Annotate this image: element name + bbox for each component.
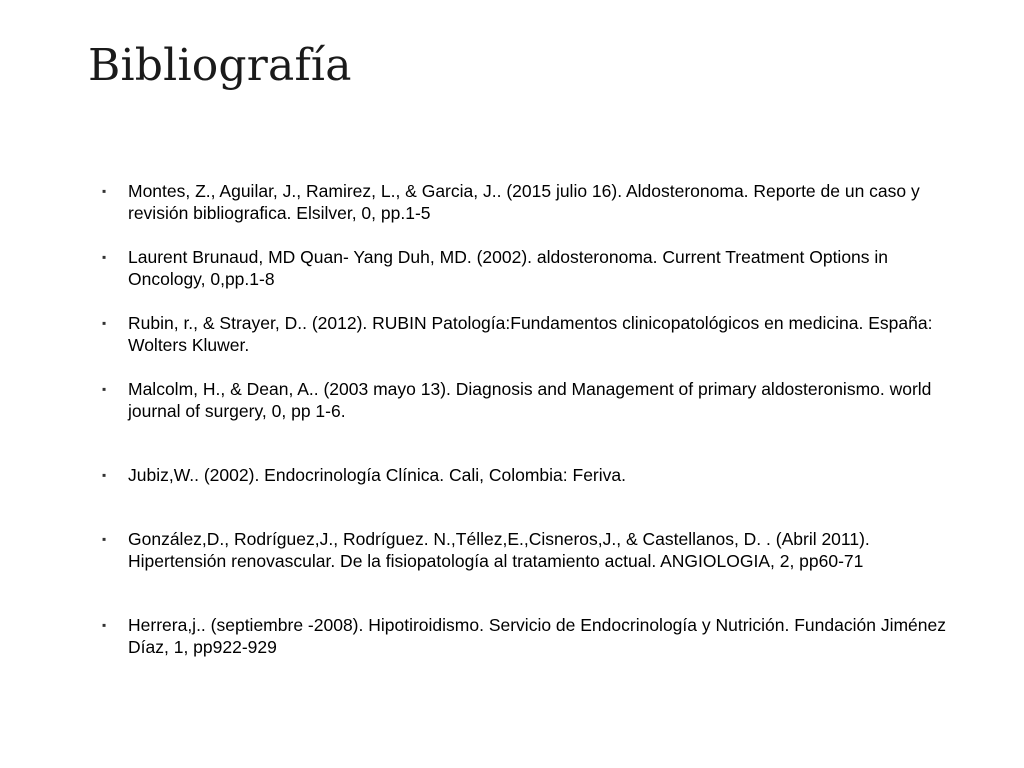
bibliography-item bbox=[102, 614, 962, 658]
reference-text: Herrera,j.. (septiembre -2008). Hipotiroidismo. Servicio de Endocrinología y Nutrición. Fundación Jiménez Díaz, 1, pp922-929 bbox=[128, 615, 946, 657]
square-bullet-icon: ▪ bbox=[102, 250, 107, 264]
square-bullet-icon: ▪ bbox=[102, 184, 107, 198]
reference-text: Rubin, r., & Strayer, D.. (2012). RUBIN Patología:Fundamentos clinicopatológicos en medicina. España: Wolters Kluwer. bbox=[128, 313, 933, 355]
reference-text: Montes, Z., Aguilar, J., Ramirez, L., & Garcia, J.. (2015 julio 16). Aldosteronoma. Reporte de un caso y revisión bibliografica. Elsilver, 0, pp.1-5 bbox=[128, 181, 920, 223]
reference-text: Malcolm, H., & Dean, A.. (2003 mayo 13). Diagnosis and Management of primary aldosteronismo. world journal of surgery, 0, pp 1-6. bbox=[128, 379, 932, 421]
square-bullet-icon: ▪ bbox=[102, 316, 107, 330]
bibliography-item bbox=[102, 312, 962, 356]
square-bullet-icon: ▪ bbox=[102, 618, 107, 632]
bibliography-item bbox=[102, 528, 962, 572]
bibliography-item bbox=[102, 464, 962, 486]
reference-text: Laurent Brunaud, MD Quan- Yang Duh, MD. (2002). aldosteronoma. Current Treatment Options in Oncology, 0,pp.1-8 bbox=[128, 247, 889, 289]
bibliography-item bbox=[102, 180, 962, 224]
reference-text: Jubiz,W.. (2002). Endocrinología Clínica. Cali, Colombia: Feriva. bbox=[128, 465, 626, 485]
reference-text: González,D., Rodríguez,J., Rodríguez. N.,Téllez,E.,Cisneros,J., & Castellanos, D. . (Abril 2011). Hipertensión renovascular. De la fisiopatología al tratamiento actual. ANGIOLOGIA, 2, pp60-71 bbox=[128, 529, 870, 571]
square-bullet-icon: ▪ bbox=[102, 382, 107, 396]
bibliography-item bbox=[102, 246, 962, 290]
square-bullet-icon: ▪ bbox=[102, 532, 107, 546]
bibliography-list bbox=[102, 180, 962, 658]
slide-title: Bibliografía bbox=[88, 40, 352, 91]
bibliography-item bbox=[102, 378, 962, 422]
square-bullet-icon: ▪ bbox=[102, 468, 107, 482]
